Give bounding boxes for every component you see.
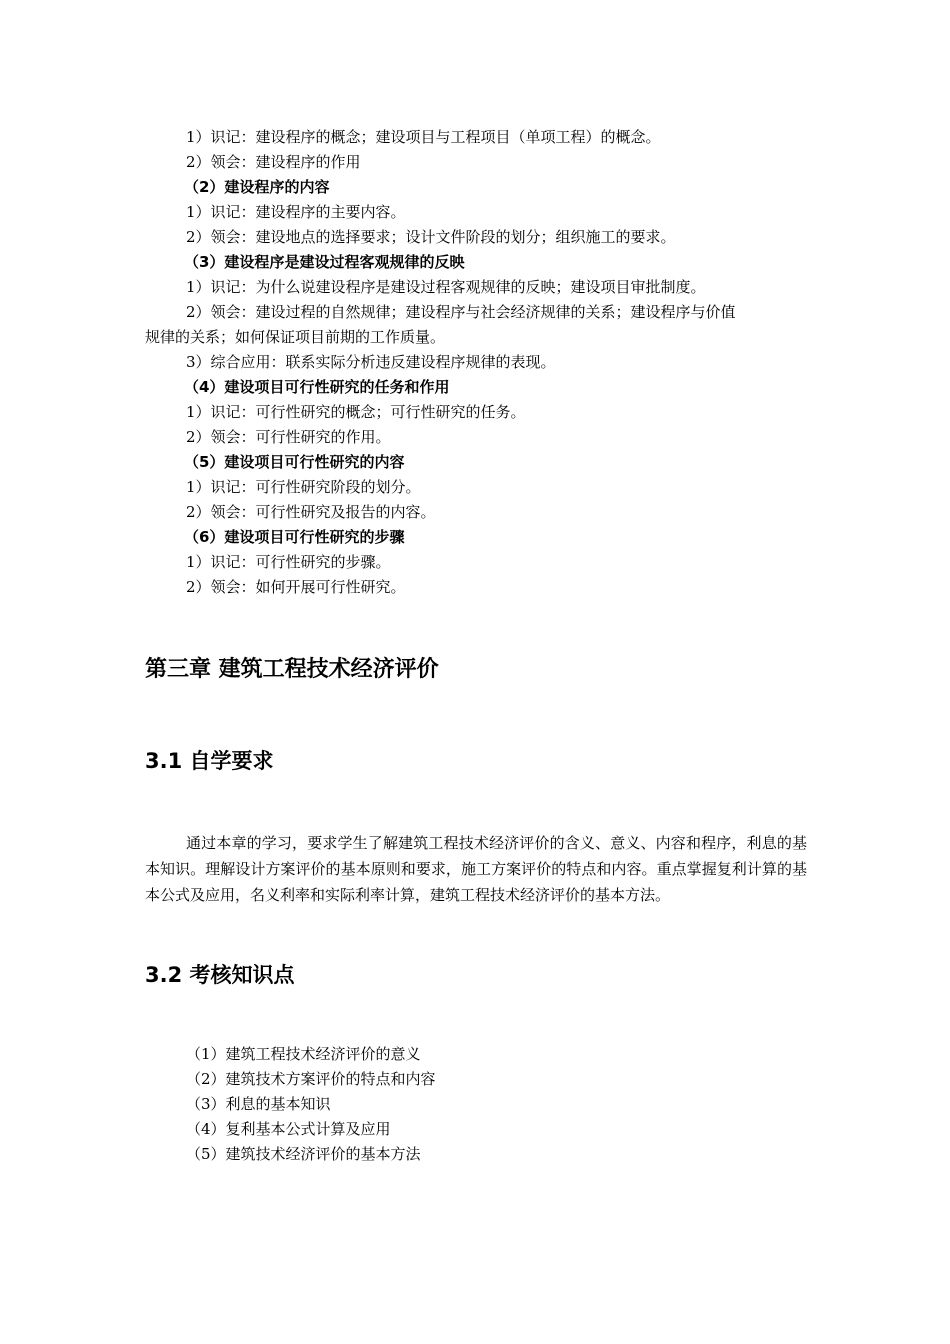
list-item: 1）识记：可行性研究的步骤。: [186, 553, 391, 571]
subheading: （6）建设项目可行性研究的步骤: [184, 528, 405, 546]
list-item: 2）领会：建设程序的作用: [186, 153, 361, 171]
knowledge-point-item: （3）利息的基本知识: [186, 1095, 331, 1113]
list-item: 1）识记：建设程序的主要内容。: [186, 203, 406, 221]
subheading: （2）建设程序的内容: [184, 178, 330, 196]
list-item: 2）领会：可行性研究及报告的内容。: [186, 503, 436, 521]
list-item: 2）领会：建设地点的选择要求；设计文件阶段的划分；组织施工的要求。: [186, 228, 676, 246]
knowledge-point-item: （2）建筑技术方案评价的特点和内容: [186, 1070, 436, 1088]
list-item: 1）识记：建设程序的概念；建设项目与工程项目（单项工程）的概念。: [186, 128, 661, 146]
subheading: （5）建设项目可行性研究的内容: [184, 453, 405, 471]
knowledge-point-item: （1）建筑工程技术经济评价的意义: [186, 1045, 421, 1063]
list-item: 1）识记：可行性研究的概念；可行性研究的任务。: [186, 403, 526, 421]
knowledge-point-item: （5）建筑技术经济评价的基本方法: [186, 1145, 421, 1163]
subheading: （4）建设项目可行性研究的任务和作用: [184, 378, 450, 396]
list-item: 1）识记：可行性研究阶段的划分。: [186, 478, 421, 496]
list-item: 2）领会：建设过程的自然规律；建设程序与社会经济规律的关系；建设程序与价值: [186, 303, 736, 321]
subheading: （3）建设程序是建设过程客观规律的反映: [184, 253, 465, 271]
section-paragraph: 通过本章的学习，要求学生了解建筑工程技术经济评价的含义、意义、内容和程序，利息的基本知识。理解设计方案评价的基本原则和要求，施工方案评价的特点和内容。重点掌握复利计算的基本公式及应用，名义利率和实际利率计算，建筑工程技术经济评价的基本方法。: [145, 834, 807, 904]
list-item: 2）领会：如何开展可行性研究。: [186, 578, 406, 596]
chapter-title: 第三章 建筑工程技术经济评价: [145, 657, 439, 682]
list-item: 3）综合应用：联系实际分析违反建设程序规律的表现。: [186, 353, 556, 371]
list-item-continuation: 规律的关系；如何保证项目前期的工作质量。: [145, 328, 446, 346]
knowledge-point-item: （4）复利基本公式计算及应用: [186, 1120, 391, 1138]
section-title: 3.2 考核知识点: [145, 963, 295, 987]
section-title: 3.1 自学要求: [145, 749, 274, 773]
list-item: 2）领会：可行性研究的作用。: [186, 428, 391, 446]
list-item: 1）识记：为什么说建设程序是建设过程客观规律的反映；建设项目审批制度。: [186, 278, 706, 296]
